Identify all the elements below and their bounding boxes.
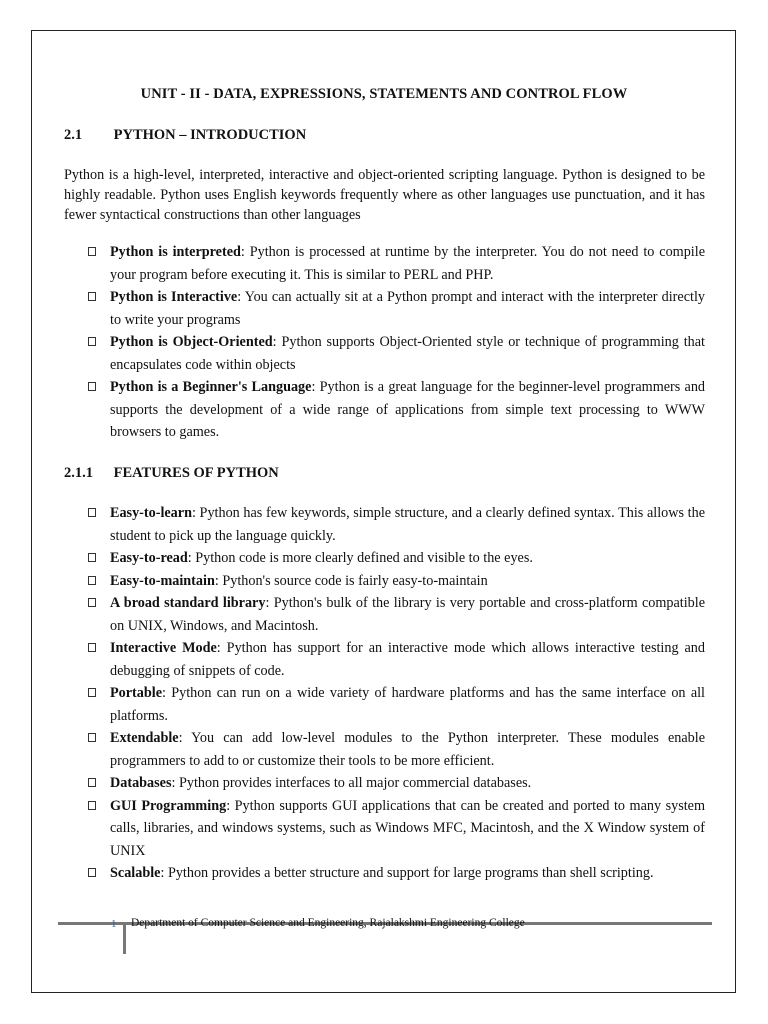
checkbox-bullet-icon	[88, 508, 96, 517]
checkbox-bullet-icon	[88, 643, 96, 652]
checkbox-bullet-icon	[88, 292, 96, 301]
section-heading-features	[64, 465, 279, 482]
list-item: Python is Object-Oriented: Python supports Object-Oriented style or technique of programming that encapsulates code within objects	[88, 331, 705, 376]
list-item: Scalable: Python provides a better structure and support for large programs than shell scripting.	[88, 862, 705, 885]
footer-text: Department of Computer Science and Engineering, Rajalakshmi Engineering College	[131, 917, 525, 929]
list-item: Easy-to-read: Python code is more clearly defined and visible to the eyes.	[88, 547, 705, 570]
checkbox-bullet-icon	[88, 868, 96, 877]
list-item: Easy-to-maintain: Python's source code is fairly easy-to-maintain	[88, 570, 705, 593]
checkbox-bullet-icon	[88, 598, 96, 607]
checkbox-bullet-icon	[88, 247, 96, 256]
intro-list	[88, 241, 705, 444]
checkbox-bullet-icon	[88, 778, 96, 787]
list-item: A broad standard library: Python's bulk of the library is very portable and cross-platform compatible on UNIX, Windows, and Macintosh.	[88, 592, 705, 637]
footer-tick	[123, 922, 126, 954]
intro-paragraph: Python is a high-level, interpreted, interactive and object-oriented scripting language. Python is designed to be highly readable. Python uses English keywords frequently where as other languages use punctuation, and it has fewer syntactical constructions than other languages	[64, 167, 705, 223]
unit-title: UNIT - II - DATA, EXPRESSIONS, STATEMENTS AND CONTROL FLOW	[140, 86, 628, 102]
checkbox-bullet-icon	[88, 801, 96, 810]
section-title: FEATURES OF PYTHON	[113, 465, 279, 481]
section-number: 2.1.1	[64, 465, 93, 481]
list-item: Interactive Mode: Python has support for an interactive mode which allows interactive testing and debugging of snippets of code.	[88, 637, 705, 682]
features-list	[88, 502, 705, 885]
section-number: 2.1	[64, 127, 83, 143]
list-item: Extendable: You can add low-level modules to the Python interpreter. These modules enable programmers to add to or customize their tools to be more efficient.	[88, 727, 705, 772]
checkbox-bullet-icon	[88, 733, 96, 742]
section-title: PYTHON – INTRODUCTION	[113, 127, 307, 143]
list-item: Python is interpreted: Python is processed at runtime by the interpreter. You do not need to compile your program before executing it. This is similar to PERL and PHP.	[88, 241, 705, 286]
checkbox-bullet-icon	[88, 553, 96, 562]
checkbox-bullet-icon	[88, 337, 96, 346]
list-item: Portable: Python can run on a wide variety of hardware platforms and has the same interface on all platforms.	[88, 682, 705, 727]
list-item: Databases: Python provides interfaces to all major commercial databases.	[88, 772, 705, 795]
checkbox-bullet-icon	[88, 688, 96, 697]
list-item: Python is a Beginner's Language: Python is a great language for the beginner-level programmers and supports the development of a wide range of applications from simple text processing to WWW browsers to games.	[88, 376, 705, 444]
checkbox-bullet-icon	[88, 382, 96, 391]
section-heading-introduction	[64, 127, 306, 144]
page-number: 1	[111, 918, 117, 930]
list-item: GUI Programming: Python supports GUI applications that can be created and ported to many system calls, libraries, and windows systems, such as Windows MFC, Macintosh, and the X Window system of UNIX	[88, 795, 705, 863]
list-item: Python is Interactive: You can actually sit at a Python prompt and interact with the interpreter directly to write your programs	[88, 286, 705, 331]
list-item: Easy-to-learn: Python has few keywords, simple structure, and a clearly defined syntax. This allows the student to pick up the language quickly.	[88, 502, 705, 547]
checkbox-bullet-icon	[88, 576, 96, 585]
